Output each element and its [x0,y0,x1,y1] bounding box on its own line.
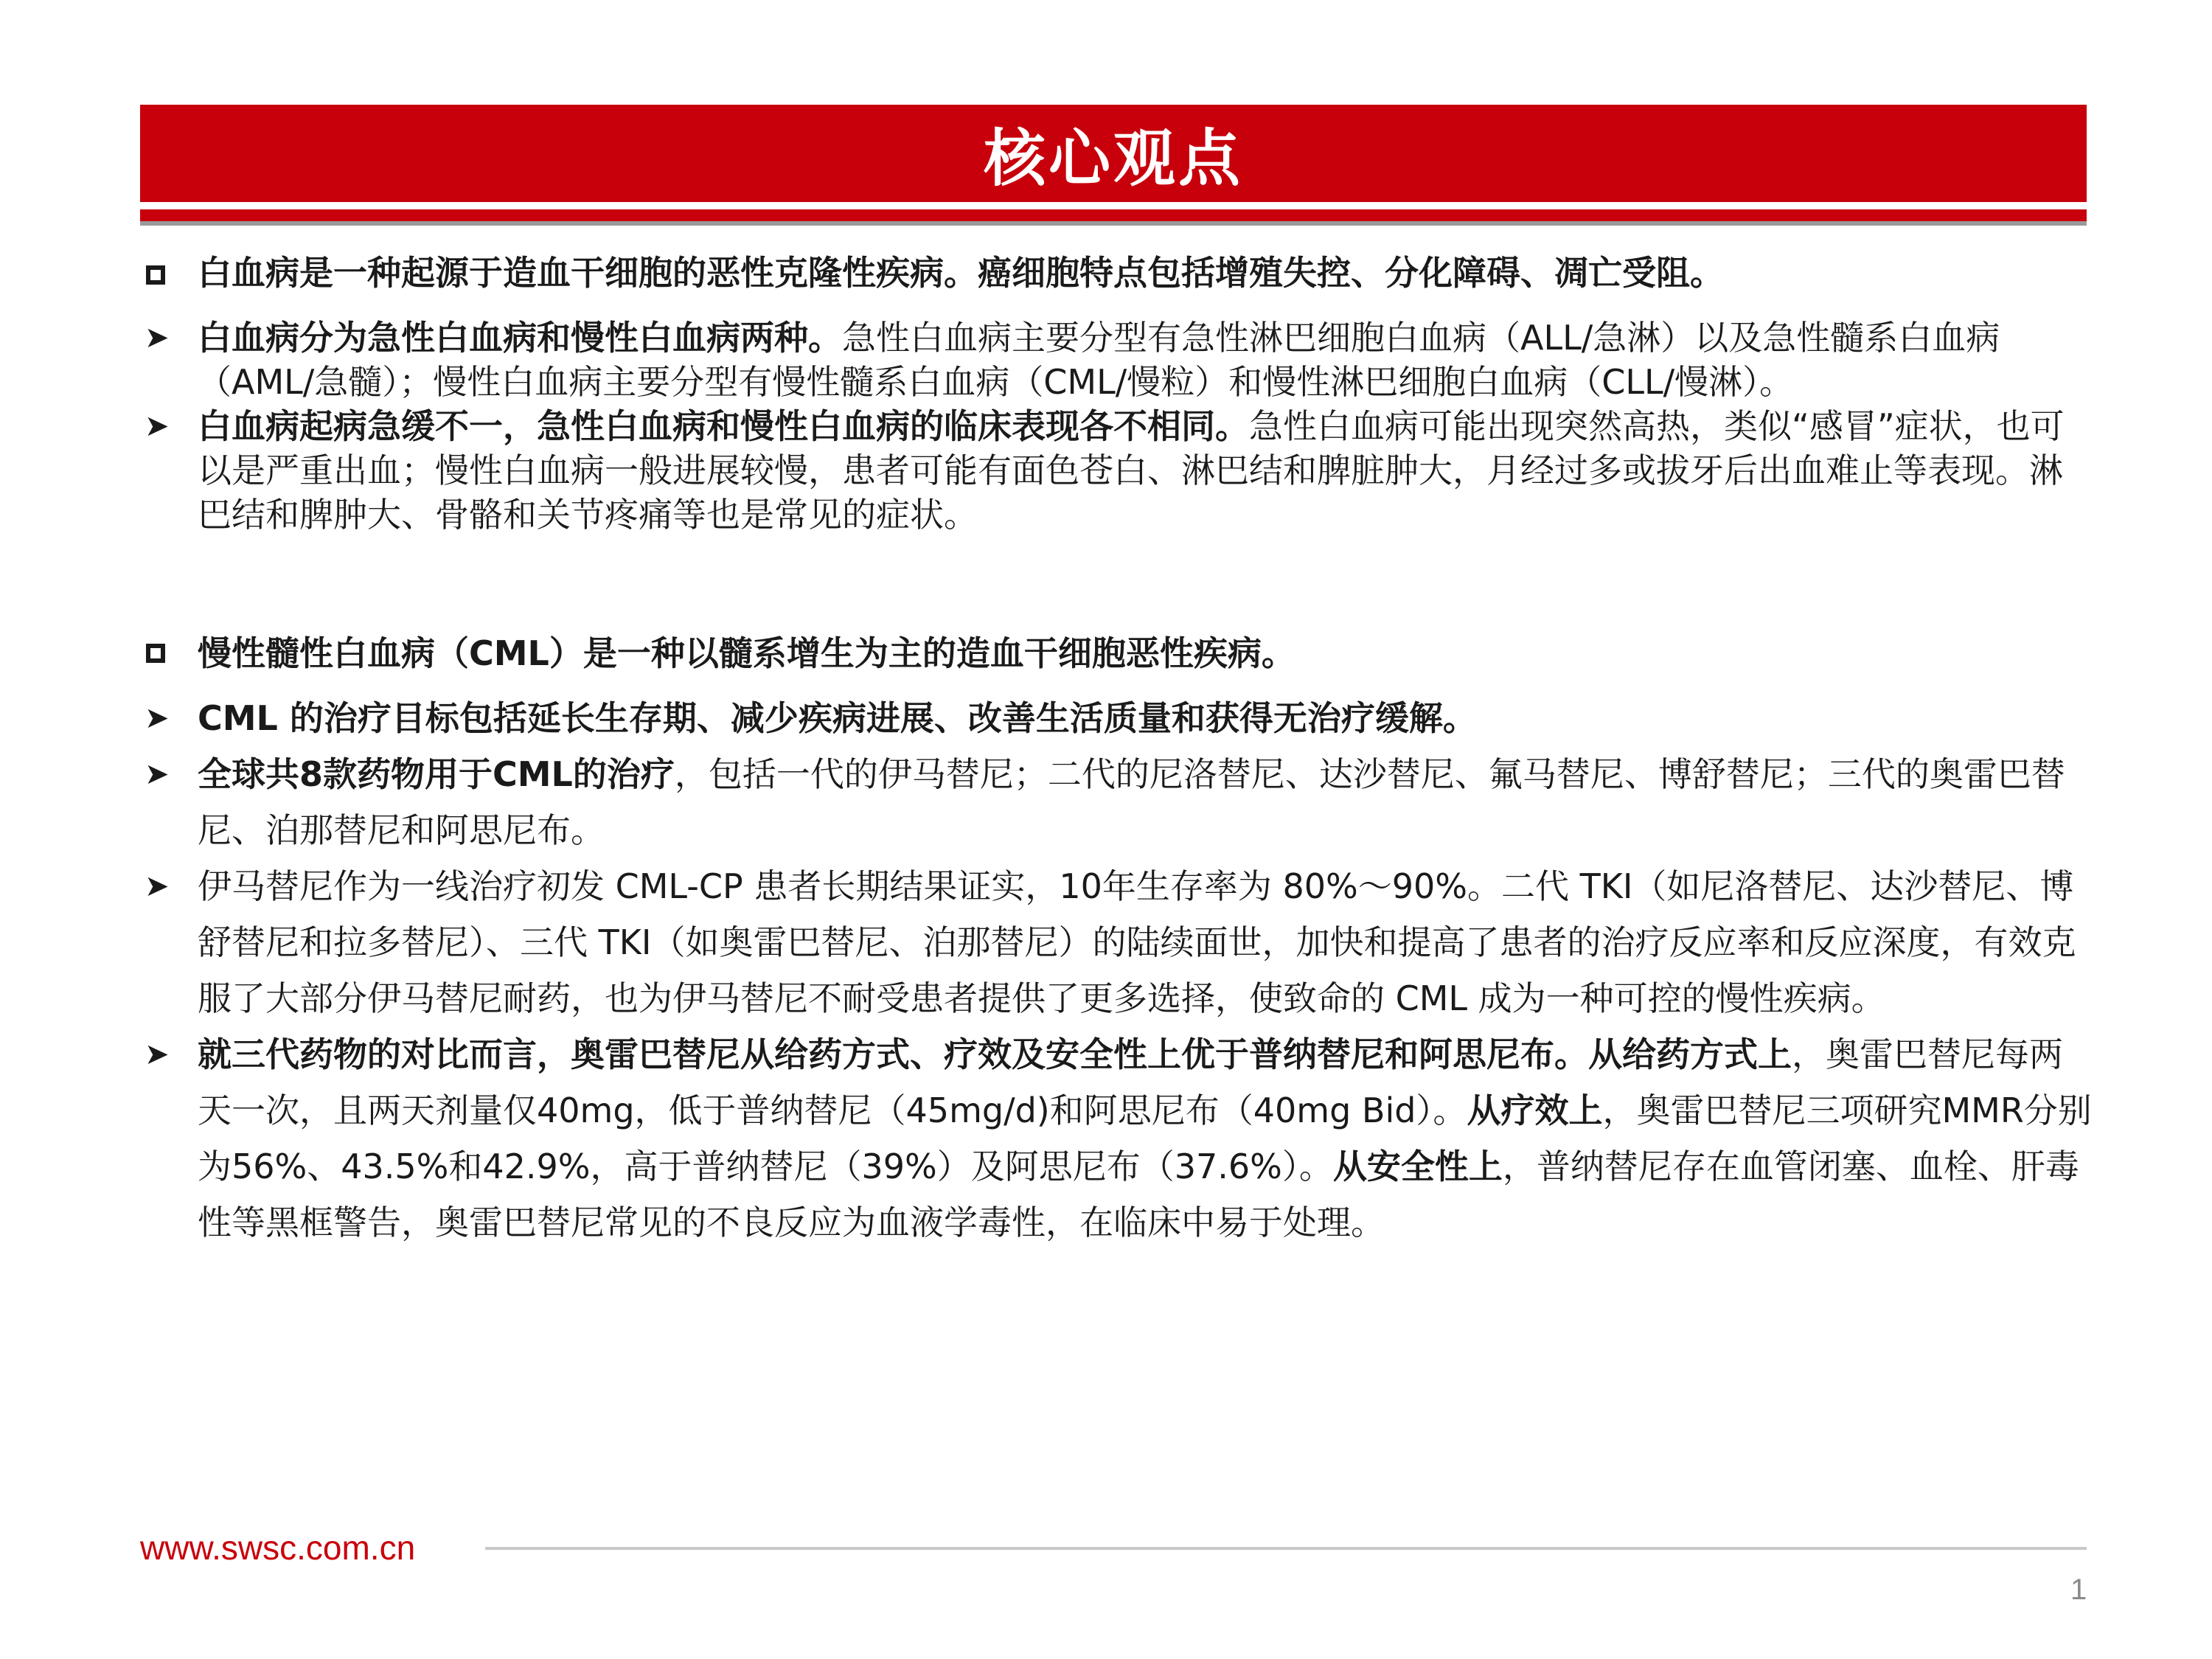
banner-underline-shadow [140,221,2087,226]
list-item-text: 急性白血病主要分型有急性淋巴细胞白血病（ALL/急淋）以及急性髓系白血病（AML/急髓）；慢性白血病主要分型有慢性髓系白血病（CML/慢粒）和慢性淋巴细胞白血病（CLL/慢淋）。 [198,318,2000,402]
section-heading [140,251,2094,295]
footer-website-link[interactable]: www.swsc.com.cn [140,1528,416,1567]
hollow-square-bullet-icon [146,644,165,663]
list-item-text: ，奥雷巴替尼每两天一次，且两天剂量仅40mg，低于普纳替尼（45mg/d)和阿思尼布（40mg Bid）。 [198,1034,2063,1130]
arrow-bullet-icon: ➤ [145,1037,170,1071]
list-item-bold: 全球共8款药物用于CML的治疗 [198,754,675,794]
list-item [140,858,2094,1026]
arrow-bullet-icon: ➤ [145,869,170,903]
list-item [140,404,2094,537]
section-cml [140,625,2094,1251]
banner-underline [140,209,2087,221]
list-item-bold: 从安全性上 [1332,1147,1503,1186]
list-item-text: 急性白血病可能出现突然高热，类似“感冒”症状，也可以是严重出血；慢性白血病一般进展较慢，患者可能有面色苍白、淋巴结和脾脏肿大，月经过多或拔牙后出血难止等表现。淋巴结和脾肿大、骨骼和关节疼痛等也是常见的症状。 [198,406,2065,535]
list-item-bold: 就三代药物的对比而言，奥雷巴替尼从给药方式、疗效及安全性上优于普纳替尼和阿思尼布。从给药方式上 [198,1034,1792,1074]
list-item [140,1026,2094,1251]
list-item-bold: 白血病起病急缓不一，急性白血病和慢性白血病的临床表现各不相同。 [198,406,1249,446]
list-item-text: ，包括一代的伊马替尼；二代的尼洛替尼、达沙替尼、氟马替尼、博舒替尼；三代的奥雷巴替尼、泊那替尼和阿思尼布。 [198,754,2065,850]
list-item [140,690,2094,746]
hollow-square-bullet-icon [146,265,165,285]
list-item [140,746,2094,858]
section-leukemia-overview [140,251,2094,537]
list-item-bold: CML 的治疗目标包括延长生存期、减少疾病进展、改善生活质量和获得无治疗缓解。 [198,698,1477,738]
list-item-bold: 从疗效上 [1467,1091,1603,1130]
title-banner [140,105,2087,202]
section-heading-text: 慢性髓性白血病（CML）是一种以髓系增生为主的造血干细胞恶性疾病。 [198,633,1295,673]
list-item-text: ，奥雷巴替尼三项研究MMR分别为56%、43.5%和42.9%，高于普纳替尼（39%）及阿思尼布（37.6%）。 [198,1091,2092,1186]
list-item-text: 伊马替尼作为一线治疗初发 CML-CP 患者长期结果证实，10年生存率为 80%～90%。二代 TKI（如尼洛替尼、达沙替尼、博舒替尼和拉多替尼）、三代 TKI（如奥雷巴替尼、泊那替尼）的陆续面世，加快和提高了患者的治疗反应率和反应深度，有效克服了大部分伊马替尼耐药，也为伊马替尼不耐受患者提供了更多选择，使致命的 CML 成为一种可控的慢性疾病。 [198,866,2076,1018]
content-body [140,251,2094,1251]
list-item-text: ，普纳替尼存在血管闭塞、血栓、肝毒性等黑框警告，奥雷巴替尼常见的不良反应为血液学毒性，在临床中易于处理。 [198,1147,2079,1242]
section-heading [140,625,2094,681]
list-item [140,316,2094,404]
footer-divider [485,1547,2087,1550]
list-item-bold: 白血病分为急性白血病和慢性白血病两种。 [198,318,842,358]
arrow-bullet-icon: ➤ [145,409,170,443]
arrow-bullet-icon: ➤ [145,757,170,791]
section-heading-text: 白血病是一种起源于造血干细胞的恶性克隆性疾病。癌细胞特点包括增殖失控、分化障碍、凋亡受阻。 [198,253,1724,293]
page-title: 核心观点 [983,122,1243,195]
arrow-bullet-icon: ➤ [145,321,170,355]
arrow-bullet-icon: ➤ [145,701,170,735]
page-number: 1 [2070,1573,2087,1606]
